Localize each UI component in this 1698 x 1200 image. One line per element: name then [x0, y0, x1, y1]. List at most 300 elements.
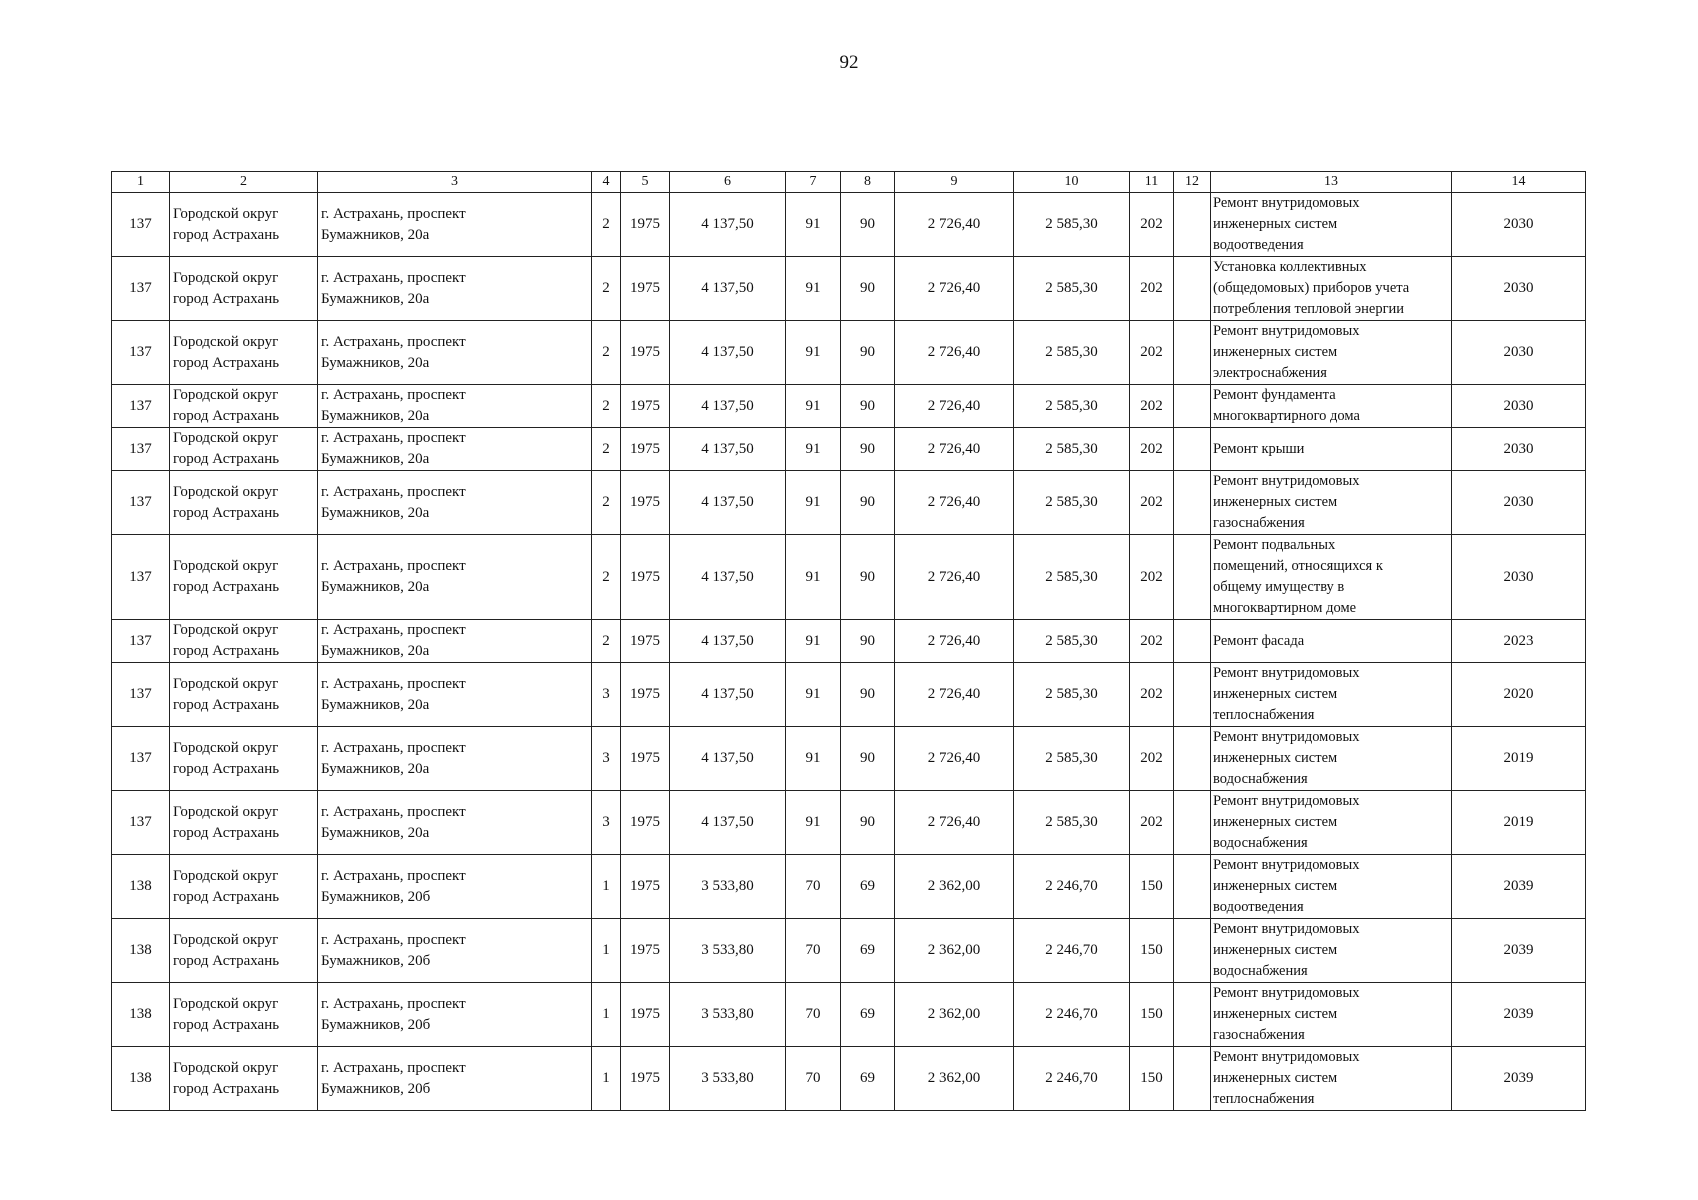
work-type-line: инженерных систем — [1213, 942, 1338, 958]
cell-col-9: 2 362,00 — [895, 983, 1014, 1047]
work-type-line: инженерных систем — [1213, 686, 1338, 702]
cell-work-type — [1211, 791, 1452, 855]
column-header-7: 7 — [786, 172, 841, 193]
cell-col-7: 70 — [786, 983, 841, 1047]
table-body — [112, 193, 1586, 1111]
cell-col-8: 69 — [841, 919, 895, 983]
cell-col-12 — [1174, 855, 1211, 919]
cell-col-11: 202 — [1130, 471, 1174, 535]
cell-col-9: 2 726,40 — [895, 791, 1014, 855]
cell-col-11: 150 — [1130, 919, 1174, 983]
table-row — [112, 1047, 1586, 1111]
municipality-line: город Астрахань — [173, 696, 280, 713]
column-header-4: 4 — [592, 172, 621, 193]
cell-col-5: 1975 — [621, 471, 670, 535]
cell-col-5: 1975 — [621, 1047, 670, 1111]
cell-col-7: 91 — [786, 428, 841, 471]
municipality-line: Городской округ — [173, 333, 279, 350]
cell-col-9: 2 726,40 — [895, 428, 1014, 471]
municipality-line: город Астрахань — [173, 451, 280, 467]
address-line: Бумажников, 20а — [321, 408, 430, 424]
work-type-line: Ремонт крыши — [1213, 440, 1305, 457]
cell-municipality — [170, 727, 318, 791]
cell-col-8: 90 — [841, 535, 895, 620]
cell-col-11: 202 — [1130, 727, 1174, 791]
cell-col-9: 2 726,40 — [895, 193, 1014, 257]
cell-col-5: 1975 — [621, 620, 670, 663]
municipality-line: Городской округ — [173, 995, 279, 1012]
municipality-line: город Астрахань — [173, 354, 280, 371]
cell-municipality — [170, 535, 318, 620]
cell-col-5: 1975 — [621, 193, 670, 257]
cell-year: 2019 — [1452, 791, 1586, 855]
cell-col-4: 2 — [592, 471, 621, 535]
cell-col-11: 150 — [1130, 983, 1174, 1047]
work-type-line: Ремонт внутридомовых — [1213, 323, 1360, 339]
work-type-line: помещений, относящихся к — [1213, 558, 1383, 574]
address-line: Бумажников, 20б — [321, 1016, 431, 1033]
municipality-line: Городской округ — [173, 931, 279, 948]
cell-municipality — [170, 663, 318, 727]
cell-col-8: 90 — [841, 428, 895, 471]
cell-col-8: 90 — [841, 385, 895, 428]
work-type-line: (общедомовых) приборов учета — [1213, 280, 1410, 296]
cell-col-10: 2 585,30 — [1014, 193, 1130, 257]
cell-year: 2030 — [1452, 321, 1586, 385]
cell-col-12 — [1174, 471, 1211, 535]
cell-col-11: 202 — [1130, 385, 1174, 428]
cell-number: 137 — [112, 620, 170, 663]
table-row — [112, 428, 1586, 471]
cell-address — [318, 321, 592, 385]
cell-number: 137 — [112, 321, 170, 385]
column-header-13: 13 — [1211, 172, 1452, 193]
address-line: Бумажников, 20а — [321, 643, 430, 659]
cell-address — [318, 791, 592, 855]
column-header-10: 10 — [1014, 172, 1130, 193]
cell-col-7: 91 — [786, 727, 841, 791]
address-line: г. Астрахань, проспект — [321, 558, 466, 574]
work-type-line: водоотведения — [1213, 899, 1304, 915]
cell-col-7: 91 — [786, 385, 841, 428]
cell-col-12 — [1174, 727, 1211, 791]
cell-col-7: 91 — [786, 791, 841, 855]
cell-col-10: 2 585,30 — [1014, 535, 1130, 620]
cell-col-10: 2 246,70 — [1014, 983, 1130, 1047]
address-line: Бумажников, 20б — [321, 1080, 431, 1097]
work-type-line: Ремонт подвальных — [1213, 537, 1336, 553]
cell-municipality — [170, 855, 318, 919]
municipality-line: Городской округ — [173, 803, 279, 820]
address-line: Бумажников, 20а — [321, 290, 430, 307]
municipality-line: Городской округ — [173, 867, 279, 884]
cell-col-4: 2 — [592, 428, 621, 471]
cell-address — [318, 663, 592, 727]
cell-col-11: 150 — [1130, 855, 1174, 919]
cell-col-12 — [1174, 663, 1211, 727]
cell-col-10: 2 585,30 — [1014, 663, 1130, 727]
municipality-line: город Астрахань — [173, 504, 280, 521]
cell-work-type — [1211, 257, 1452, 321]
address-line: Бумажников, 20б — [321, 888, 431, 905]
cell-year: 2039 — [1452, 1047, 1586, 1111]
cell-col-10: 2 585,30 — [1014, 321, 1130, 385]
cell-col-12 — [1174, 919, 1211, 983]
cell-col-5: 1975 — [621, 919, 670, 983]
column-header-1: 1 — [112, 172, 170, 193]
cell-col-4: 1 — [592, 983, 621, 1047]
cell-col-12 — [1174, 791, 1211, 855]
municipality-line: Городской округ — [173, 558, 279, 574]
address-line: г. Астрахань, проспект — [321, 430, 466, 446]
cell-col-12 — [1174, 193, 1211, 257]
cell-number: 138 — [112, 855, 170, 919]
address-line: г. Астрахань, проспект — [321, 931, 466, 948]
cell-municipality — [170, 428, 318, 471]
cell-col-4: 2 — [592, 620, 621, 663]
municipality-line: город Астрахань — [173, 226, 280, 243]
cell-number: 138 — [112, 983, 170, 1047]
cell-col-11: 202 — [1130, 257, 1174, 321]
work-type-line: потребления тепловой энергии — [1213, 301, 1405, 317]
cell-col-9: 2 362,00 — [895, 1047, 1014, 1111]
work-type-line: Ремонт внутридомовых — [1213, 1049, 1360, 1065]
cell-col-10: 2 585,30 — [1014, 791, 1130, 855]
cell-number: 137 — [112, 385, 170, 428]
address-line: г. Астрахань, проспект — [321, 205, 466, 222]
cell-address — [318, 193, 592, 257]
cell-col-10: 2 585,30 — [1014, 385, 1130, 428]
cell-col-7: 70 — [786, 919, 841, 983]
cell-number: 137 — [112, 257, 170, 321]
table-row — [112, 321, 1586, 385]
cell-work-type — [1211, 385, 1452, 428]
address-line: Бумажников, 20а — [321, 824, 430, 841]
work-type-line: инженерных систем — [1213, 814, 1338, 830]
cell-col-8: 90 — [841, 257, 895, 321]
cell-col-12 — [1174, 535, 1211, 620]
cell-work-type — [1211, 919, 1452, 983]
work-type-line: инженерных систем — [1213, 494, 1338, 510]
work-type-line: Ремонт фасада — [1213, 632, 1305, 649]
cell-municipality — [170, 1047, 318, 1111]
cell-col-7: 91 — [786, 193, 841, 257]
cell-col-10: 2 585,30 — [1014, 471, 1130, 535]
column-header-14: 14 — [1452, 172, 1586, 193]
table-row — [112, 620, 1586, 663]
work-type-line: многоквартирном доме — [1213, 600, 1357, 616]
cell-col-10: 2 585,30 — [1014, 620, 1130, 663]
cell-col-11: 202 — [1130, 620, 1174, 663]
cell-year: 2030 — [1452, 193, 1586, 257]
cell-col-12 — [1174, 983, 1211, 1047]
municipality-line: город Астрахань — [173, 290, 280, 307]
cell-address — [318, 535, 592, 620]
municipality-line: город Астрахань — [173, 1080, 280, 1097]
municipality-line: Городской округ — [173, 675, 279, 692]
cell-municipality — [170, 321, 318, 385]
cell-col-12 — [1174, 385, 1211, 428]
column-header-12: 12 — [1174, 172, 1211, 193]
page-number: 92 — [839, 52, 859, 73]
cell-col-6: 4 137,50 — [670, 471, 786, 535]
column-header-3: 3 — [318, 172, 592, 193]
cell-work-type — [1211, 983, 1452, 1047]
cell-col-9: 2 726,40 — [895, 471, 1014, 535]
cell-year: 2030 — [1452, 257, 1586, 321]
address-line: Бумажников, 20а — [321, 451, 430, 467]
table-row — [112, 727, 1586, 791]
cell-col-7: 91 — [786, 620, 841, 663]
address-line: г. Астрахань, проспект — [321, 803, 466, 820]
cell-col-4: 1 — [592, 1047, 621, 1111]
cell-col-5: 1975 — [621, 983, 670, 1047]
municipality-line: Городской округ — [173, 622, 279, 638]
cell-col-6: 3 533,80 — [670, 1047, 786, 1111]
cell-col-8: 90 — [841, 620, 895, 663]
address-line: г. Астрахань, проспект — [321, 739, 466, 756]
table-header — [112, 172, 1586, 193]
work-type-line: Ремонт внутридомовых — [1213, 921, 1360, 937]
cell-col-4: 2 — [592, 321, 621, 385]
work-type-line: Ремонт внутридомовых — [1213, 985, 1360, 1001]
cell-col-8: 90 — [841, 663, 895, 727]
cell-col-4: 1 — [592, 855, 621, 919]
municipality-line: город Астрахань — [173, 643, 280, 659]
municipality-line: город Астрахань — [173, 760, 280, 777]
address-line: г. Астрахань, проспект — [321, 675, 466, 692]
work-type-line: водоснабжения — [1213, 771, 1308, 787]
cell-year: 2020 — [1452, 663, 1586, 727]
cell-col-5: 1975 — [621, 855, 670, 919]
cell-col-11: 202 — [1130, 321, 1174, 385]
work-type-line: Ремонт внутридомовых — [1213, 665, 1360, 681]
cell-col-6: 3 533,80 — [670, 919, 786, 983]
cell-col-8: 69 — [841, 983, 895, 1047]
municipality-line: Городской округ — [173, 387, 279, 403]
cell-address — [318, 620, 592, 663]
cell-address — [318, 428, 592, 471]
address-line: г. Астрахань, проспект — [321, 867, 466, 884]
cell-number: 137 — [112, 727, 170, 791]
cell-year: 2039 — [1452, 919, 1586, 983]
cell-col-7: 91 — [786, 321, 841, 385]
cell-col-9: 2 726,40 — [895, 727, 1014, 791]
cell-municipality — [170, 385, 318, 428]
column-header-11: 11 — [1130, 172, 1174, 193]
work-type-line: газоснабжения — [1213, 515, 1305, 531]
work-type-line: инженерных систем — [1213, 878, 1338, 894]
cell-col-5: 1975 — [621, 428, 670, 471]
work-type-line: инженерных систем — [1213, 1006, 1338, 1022]
cell-col-12 — [1174, 428, 1211, 471]
work-type-line: Ремонт внутридомовых — [1213, 729, 1360, 745]
column-header-6: 6 — [670, 172, 786, 193]
cell-col-6: 4 137,50 — [670, 321, 786, 385]
cell-col-5: 1975 — [621, 727, 670, 791]
cell-municipality — [170, 471, 318, 535]
cell-col-11: 150 — [1130, 1047, 1174, 1111]
cell-number: 137 — [112, 791, 170, 855]
work-type-line: общему имуществу в — [1213, 579, 1345, 595]
work-type-line: Ремонт внутридомовых — [1213, 473, 1360, 489]
cell-col-7: 91 — [786, 257, 841, 321]
cell-work-type — [1211, 193, 1452, 257]
municipality-line: город Астрахань — [173, 888, 280, 905]
work-type-line: газоснабжения — [1213, 1027, 1305, 1043]
address-line: Бумажников, 20б — [321, 952, 431, 969]
cell-col-10: 2 585,30 — [1014, 727, 1130, 791]
cell-col-8: 90 — [841, 471, 895, 535]
table-row — [112, 385, 1586, 428]
cell-col-11: 202 — [1130, 791, 1174, 855]
cell-col-4: 2 — [592, 193, 621, 257]
cell-col-4: 2 — [592, 257, 621, 321]
address-line: Бумажников, 20а — [321, 579, 430, 595]
address-line: г. Астрахань, проспект — [321, 387, 466, 403]
address-line: Бумажников, 20а — [321, 226, 430, 243]
address-line: г. Астрахань, проспект — [321, 269, 466, 286]
address-line: Бумажников, 20а — [321, 354, 430, 371]
cell-col-6: 4 137,50 — [670, 727, 786, 791]
cell-col-9: 2 726,40 — [895, 535, 1014, 620]
table-row — [112, 791, 1586, 855]
work-type-line: инженерных систем — [1213, 750, 1338, 766]
cell-col-6: 4 137,50 — [670, 620, 786, 663]
municipality-line: Городской округ — [173, 205, 279, 222]
cell-col-6: 4 137,50 — [670, 385, 786, 428]
municipality-line: Городской округ — [173, 430, 279, 446]
table-row — [112, 919, 1586, 983]
cell-col-9: 2 726,40 — [895, 663, 1014, 727]
municipality-line: город Астрахань — [173, 1016, 280, 1033]
cell-work-type — [1211, 428, 1452, 471]
cell-col-4: 2 — [592, 535, 621, 620]
work-type-line: водоснабжения — [1213, 963, 1308, 979]
cell-col-5: 1975 — [621, 321, 670, 385]
municipality-line: город Астрахань — [173, 952, 280, 969]
cell-year: 2030 — [1452, 471, 1586, 535]
cell-address — [318, 727, 592, 791]
cell-col-7: 70 — [786, 855, 841, 919]
cell-year: 2039 — [1452, 855, 1586, 919]
cell-work-type — [1211, 1047, 1452, 1111]
cell-municipality — [170, 791, 318, 855]
cell-col-7: 91 — [786, 471, 841, 535]
address-line: Бумажников, 20а — [321, 504, 430, 521]
column-header-8: 8 — [841, 172, 895, 193]
cell-col-9: 2 726,40 — [895, 321, 1014, 385]
cell-address — [318, 385, 592, 428]
work-type-line: теплоснабжения — [1213, 707, 1315, 723]
cell-col-5: 1975 — [621, 535, 670, 620]
municipality-line: город Астрахань — [173, 824, 280, 841]
cell-address — [318, 855, 592, 919]
cell-col-7: 70 — [786, 1047, 841, 1111]
cell-work-type — [1211, 663, 1452, 727]
address-line: Бумажников, 20а — [321, 696, 430, 713]
cell-col-6: 4 137,50 — [670, 535, 786, 620]
work-type-line: Установка коллективных — [1213, 259, 1367, 275]
work-type-line: Ремонт внутридомовых — [1213, 793, 1360, 809]
work-type-line: инженерных систем — [1213, 216, 1338, 232]
cell-col-7: 91 — [786, 535, 841, 620]
cell-col-12 — [1174, 321, 1211, 385]
municipality-line: Городской округ — [173, 269, 279, 286]
cell-col-12 — [1174, 1047, 1211, 1111]
cell-col-7: 91 — [786, 663, 841, 727]
address-line: г. Астрахань, проспект — [321, 622, 466, 638]
cell-year: 2023 — [1452, 620, 1586, 663]
cell-col-5: 1975 — [621, 257, 670, 321]
column-number-row — [112, 172, 1586, 193]
municipality-line: город Астрахань — [173, 579, 280, 595]
cell-col-9: 2 726,40 — [895, 620, 1014, 663]
cell-col-10: 2 246,70 — [1014, 1047, 1130, 1111]
cell-col-6: 4 137,50 — [670, 193, 786, 257]
cell-work-type — [1211, 620, 1452, 663]
cell-col-9: 2 362,00 — [895, 919, 1014, 983]
cell-number: 137 — [112, 193, 170, 257]
cell-col-5: 1975 — [621, 791, 670, 855]
column-header-5: 5 — [621, 172, 670, 193]
cell-col-8: 69 — [841, 1047, 895, 1111]
address-line: г. Астрахань, проспект — [321, 995, 466, 1012]
cell-col-10: 2 585,30 — [1014, 257, 1130, 321]
table-row — [112, 983, 1586, 1047]
cell-col-12 — [1174, 257, 1211, 321]
cell-col-4: 3 — [592, 663, 621, 727]
cell-work-type — [1211, 535, 1452, 620]
cell-municipality — [170, 193, 318, 257]
cell-col-5: 1975 — [621, 385, 670, 428]
cell-col-10: 2 246,70 — [1014, 855, 1130, 919]
repair-schedule-table — [111, 171, 1586, 1111]
cell-col-10: 2 585,30 — [1014, 428, 1130, 471]
cell-col-6: 3 533,80 — [670, 855, 786, 919]
cell-year: 2019 — [1452, 727, 1586, 791]
cell-col-9: 2 726,40 — [895, 385, 1014, 428]
work-type-line: многоквартирного дома — [1213, 408, 1360, 424]
municipality-line: Городской округ — [173, 483, 279, 500]
work-type-line: Ремонт внутридомовых — [1213, 857, 1360, 873]
cell-year: 2030 — [1452, 428, 1586, 471]
cell-col-6: 3 533,80 — [670, 983, 786, 1047]
table-row — [112, 855, 1586, 919]
cell-municipality — [170, 983, 318, 1047]
cell-col-11: 202 — [1130, 663, 1174, 727]
table-row — [112, 471, 1586, 535]
cell-col-10: 2 246,70 — [1014, 919, 1130, 983]
work-type-line: инженерных систем — [1213, 344, 1338, 360]
work-type-line: водоснабжения — [1213, 835, 1308, 851]
address-line: г. Астрахань, проспект — [321, 483, 466, 500]
cell-col-9: 2 362,00 — [895, 855, 1014, 919]
table-row — [112, 257, 1586, 321]
cell-col-8: 90 — [841, 321, 895, 385]
cell-col-12 — [1174, 620, 1211, 663]
cell-address — [318, 919, 592, 983]
cell-col-5: 1975 — [621, 663, 670, 727]
cell-col-8: 90 — [841, 727, 895, 791]
cell-municipality — [170, 620, 318, 663]
cell-col-8: 90 — [841, 193, 895, 257]
cell-year: 2039 — [1452, 983, 1586, 1047]
cell-col-6: 4 137,50 — [670, 428, 786, 471]
cell-number: 137 — [112, 428, 170, 471]
table-row — [112, 535, 1586, 620]
municipality-line: город Астрахань — [173, 408, 280, 424]
